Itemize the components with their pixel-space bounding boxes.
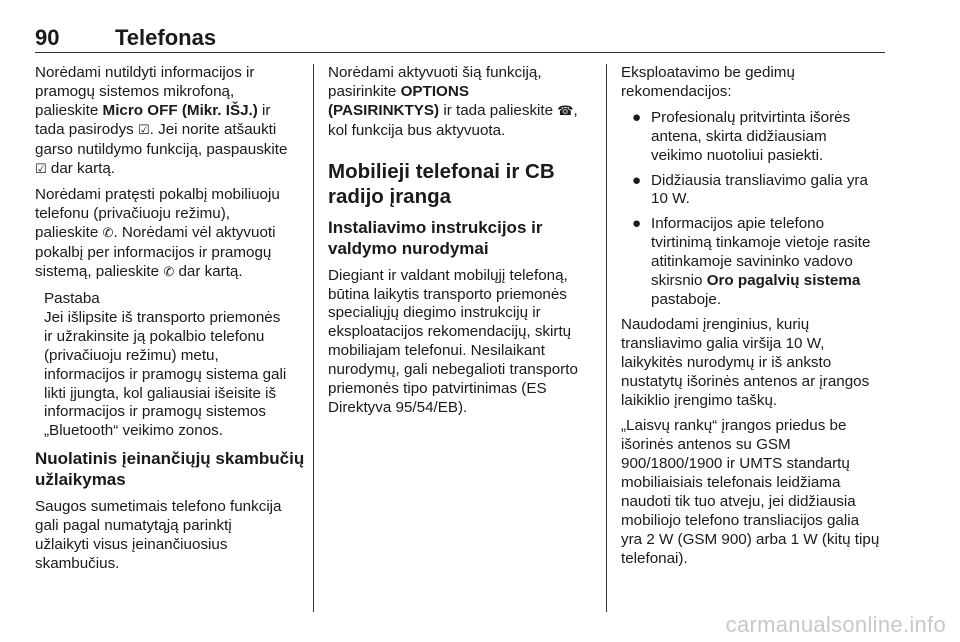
list-item: ● Informacijos apie telefono tvirtinimą tinkamoje vietoje rasite atitinkamoje savininko vadovo skirsnio Oro pagalvių sistema pastaboje. bbox=[632, 215, 871, 308]
column-divider-1 bbox=[313, 64, 314, 612]
paragraph-activate: Norėdami aktyvuoti šią funkciją, pasirinkite OPTIONS (PASIRINKTYS) ir tada palieskite ☎, kol funkcija bus aktyvuota. bbox=[328, 64, 578, 139]
page-header bbox=[35, 25, 885, 51]
paragraph-private-mode: Norėdami pratęsti pokalbį mobiliuoju telefonu (privačiuoju režimu), palieskite ✆. Norėdami vėl aktyvuoti pokalbį per informacijos ir pramogų sistemą, palieskite ✆ dar kartą. bbox=[35, 186, 280, 281]
options-label-lt: (PASIRINKTYS) bbox=[328, 101, 440, 119]
header-divider bbox=[35, 52, 885, 53]
note-block: Pastaba Jei išlipsite iš transporto priemonės ir užrakinsite ją pokalbio telefonu (privačiuoju režimu) metu, informacijos ir pramogų sistema gali likti įjungta, kol galiausiai išeisite iš informacijos ir pramogų sistemos „Bluetooth“ veikimo zonos. bbox=[44, 290, 299, 441]
checkbox-icon: ☑ bbox=[138, 122, 150, 138]
column-right bbox=[621, 64, 889, 576]
section-heading-call-hold: Nuolatinis įeinančiųjų skambučių užlaikymas bbox=[35, 449, 305, 490]
phone-icon: ☎ bbox=[557, 103, 574, 119]
column-left bbox=[35, 64, 305, 581]
section-heading-mobile-cb: Mobilieji telefonai ir CB radijo įranga bbox=[328, 159, 555, 208]
page-title: Telefonas bbox=[115, 25, 217, 50]
checkbox-icon: ☑ bbox=[35, 161, 47, 177]
paragraph-recommendations: Eksploatavimo be gedimų rekomendacijos: bbox=[621, 64, 795, 100]
bullet-icon: ● bbox=[632, 108, 642, 126]
page-number: 90 bbox=[35, 25, 60, 50]
watermark: carmanualsonline.info bbox=[725, 612, 946, 637]
column-divider-2 bbox=[606, 64, 607, 612]
bullet-icon: ● bbox=[632, 171, 642, 189]
handset-icon: ✆ bbox=[163, 265, 175, 281]
handset-icon: ✆ bbox=[102, 226, 114, 242]
list-item: ● Profesionalų pritvirtinta išorės antena, skirta didžiausiam veikimo nuotoliui pasiekti. bbox=[632, 108, 851, 164]
paragraph-mute-mic: Norėdami nutildyti informacijos ir pramogų sistemos mikrofoną, palieskite Micro OFF (Mikr. IŠJ.) ir tada pasirodys ☑. Jei norite atšaukti garso nutildymo funkciją, paspauskite ☑ dar kartą. bbox=[35, 64, 288, 177]
paragraph-power-limit: Naudodami įrenginius, kurių transliavimo galia viršija 10 W, laikykitės nurodymų ir iš anksto nustatytų išorinės antenos ar įrangos laikiklio įrengimo taškų. bbox=[621, 315, 870, 409]
paragraph-call-hold: Saugos sumetimais telefono funkcija gali pagal numatytąją parinktį užlaikyti visus įeinančiuosius skambučius. bbox=[35, 498, 282, 572]
airbag-section-label: Oro pagalvių sistema bbox=[706, 272, 861, 290]
paragraph-installation: Diegiant ir valdant mobilųjį telefoną, būtina laikytis transporto priemonės specialiųjų diegimo instrukcijų ir eksploatacijos rekomendacijų, skirtų mobiliajam telefonui. Nesilaikant nurodymų, gali nebegalioti transporto priemonės tipo patvirtinimas (ES Direktyva 95/54/EB). bbox=[328, 266, 578, 416]
column-middle bbox=[328, 64, 590, 425]
subsection-heading-installation: Instaliavimo instrukcijos ir valdymo nurodymai bbox=[328, 217, 543, 258]
options-label: OPTIONS bbox=[400, 82, 469, 100]
note-title: Pastaba bbox=[44, 289, 100, 307]
bullet-icon: ● bbox=[632, 215, 642, 233]
recommendation-list bbox=[621, 109, 889, 310]
paragraph-handsfree: „Laisvų rankų“ įrangos priedus be išorinės antenos su GSM 900/1800/1900 ir UMTS standartų mobiliaisiais telefonais leidžiama naudoti tik tuo atveju, jei didžiausia mobiliojo telefono transliacijos galia yra 2 W (GSM 900) arba 1 W (kitų tipų telefonai). bbox=[621, 417, 880, 567]
micro-off-label: Micro OFF (Mikr. IŠJ.) bbox=[102, 101, 258, 119]
list-item: ● Didžiausia transliavimo galia yra 10 W. bbox=[632, 171, 868, 208]
